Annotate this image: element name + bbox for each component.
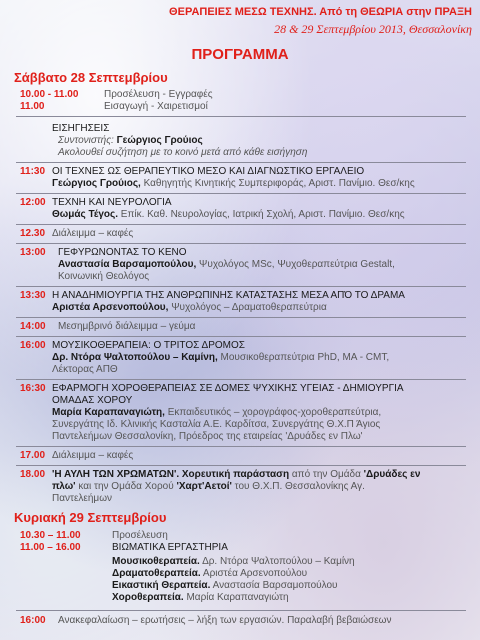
divider [16,116,466,117]
talk-role-1630-b: Παντελεήμων Θεσσαλονίκη, Πρόεδρος της εταιρείας 'Δρυάδες εν Πλω' [52,431,363,442]
divider [16,446,466,447]
time-1130: 11:30 [20,166,46,177]
talk-title-1130: ΟΙ ΤΕΧΝΕΣ ΩΣ ΘΕΡΑΠΕΥΤΙΚΟ ΜΕΣΟ ΚΑΙ ΔΙΑΓΝΩΣΤΙΚΟ ΕΡΓΑΛΕΙΟ [52,166,365,177]
day-sunday: Κυριακή 29 Σεπτεμβρίου [14,510,167,525]
workshops-title: ΒΙΩΜΑΤΙΚΑ ΕΡΓΑΣΤΗΡΙΑ [112,542,228,553]
item-intro: Εισαγωγή - Χαιρετισμοί [104,101,208,112]
performance-line-3: Παντελεήμων [52,493,112,504]
break-1700: Διάλειμμα – καφές [52,450,134,461]
coordinator-line: Συντονιστής: Γεώργιος Γρούιος [58,135,203,146]
divider [16,379,466,380]
workshop-music: Μουσικοθεραπεία. Δρ. Ντόρα Ψαλτοπούλου – Καμίνη [112,556,355,567]
talk-title-1330: Η ΑΝΑΔΗΜΙΟΥΡΓΙΑ ΤΗΣ ΑΝΘΡΩΠΙΝΗΣ ΚΑΤΑΣΤΑΣΗΣ ΜΕΣΑ ΑΠΌ ΤΟ ΔΡΑΜΑ [52,290,405,301]
talk-speaker-1200: Θωμάς Τέγος. Επίκ. Καθ. Νευρολογίας, Ιατρική Σχολή, Αριστ. Πανίμιο. Θεσ/κης [52,209,405,220]
talk-title-1630-cont: ΟΜΑΔΑΣ ΧΟΡΟΥ [52,395,133,406]
workshop-drama: Δραματοθεραπεία. Αριστέα Αρσενοπούλου [112,568,308,579]
divider [16,336,466,337]
talk-title-1600: ΜΟΥΣΙΚΟΘΕΡΑΠΕΙΑ: Ο ΤΡΙΤΟΣ ΔΡΟΜΟΣ [52,340,245,351]
divider [16,224,466,225]
performance-line-1: 'Η ΑΥΛΗ ΤΩΝ ΧΡΩΜΑΤΩΝ'. Χορευτική παράσταση από την Ομάδα 'Δρυάδες εν [52,469,421,480]
talk-role-1600: Λέκτορας ΑΠΘ [52,364,118,375]
divider [16,465,466,466]
talk-speaker-1600: Δρ. Ντόρα Ψαλτοπούλου – Καμίνη, Μουσικοθεραπεύτρια PhD, MA - CMT, [52,352,390,363]
divider [16,162,466,163]
divider [16,193,466,194]
talks-title: ΕΙΣΗΓΗΣΕΙΣ [52,123,110,134]
talk-role-1630-a: Συνεργάτης Ιδ. Κλινικής Κασταλία Α.Ε. Καρδίτσα, Συνεργάτης Θ.Χ.Π Άγιος [52,419,381,430]
time-sun-1100: 11.00 – 16.00 [20,542,81,553]
time-1400: 14:00 [20,321,46,332]
time-1330: 13:30 [20,290,46,301]
talk-speaker-1300: Αναστασία Βαρσαμοπούλου, Ψυχολόγος MSc, Ψυχοθεραπεύτρια Gestalt, [58,259,395,270]
time-sun-1030: 10.30 – 11.00 [20,530,81,541]
break-1230: Διάλειμμα – καφές [52,228,134,239]
talk-title-1200: ΤΕΧΝΗ ΚΑΙ ΝΕΥΡΟΛΟΓΙΑ [52,197,172,208]
item-sun-arrival: Προσέλευση [112,530,168,541]
lunch-1400: Μεσημβρινό διάλειμμα – γεύμα [58,321,196,332]
talks-block [52,123,472,159]
time-1200: 12:00 [20,197,46,208]
workshop-art: Εικαστική Θεραπεία. Αναστασία Βαρσαμοπούλου [112,580,338,591]
time-1600: 16:00 [20,340,46,351]
divider [16,243,466,244]
workshop-dance: Χοροθεραπεία. Μαρία Καραπαναγιώτη [112,592,289,603]
talk-title-1630: ΕΦΑΡΜΟΓΗ ΧΟΡΟΘΕΡΑΠΕΙΑΣ ΣΕ ΔΟΜΕΣ ΨΥΧΙΚΗΣ ΥΓΕΙΑΣ - ΔΗΜΙΟΥΡΓΙΑ [52,383,404,394]
time-1300: 13:00 [20,247,46,258]
talk-speaker-1630: Μαρία Καραπαναγιώτη, Εκπαιδευτικός – χορογράφος-χοροθεραπεύτρια, [52,407,382,418]
day-saturday: Σάββατο 28 Σεπτεμβρίου [14,70,168,85]
performance-line-2: πλω' και την Ομάδα Χορού 'Χαρτ'Αετοί' του Θ.Χ.Π. Θεσσαλονίκης Αγ. [52,481,365,492]
time-1700: 17.00 [20,450,46,461]
talk-speaker-1330: Αριστέα Αρσενοπούλου, Ψυχολόγος – Δραματοθεραπεύτρια [52,302,327,313]
divider [16,610,466,611]
time-1230: 12.30 [20,228,46,239]
event-title: ΘΕΡΑΠΕΙΕΣ ΜΕΣΩ ΤΕΧΝΗΣ. Από τη ΘΕΩΡΙΑ στην ΠΡΑΞΗ [169,6,472,18]
time-1000: 10.00 - 11.00 [20,89,79,100]
event-date: 28 & 29 Σεπτεμβρίου 2013, Θεσσαλονίκη [274,22,472,36]
talk-speaker-1130: Γεώργιος Γρούιος, Καθηγητής Κινητικής Συμπεριφοράς, Αριστ. Πανίμιο. Θεσ/κης [52,178,415,189]
item-registration: Προσέλευση - Εγγραφές [104,89,213,100]
discussion-note: Ακολουθεί συζήτηση με το κοινό μετά από κάθε εισήγηση [58,147,308,158]
closing-note: Ανακεφαλαίωση – ερωτήσεις – λήξη των εργασιών. Παραλαβή βεβαιώσεων [58,615,392,626]
time-1800: 18.00 [20,469,46,480]
time-sun-1600: 16:00 [20,615,46,626]
talk-role-1300: Κοινωνική Θεολόγος [58,271,150,282]
time-1630: 16:30 [20,383,46,394]
time-1100: 11.00 [20,101,45,112]
talk-title-1300: ΓΕΦΥΡΩΝΟΝΤΑΣ ΤΟ ΚΕΝΟ [58,247,187,258]
program-heading: ΠΡΟΓΡΑΜΜΑ [191,46,289,63]
divider [16,317,466,318]
divider [16,286,466,287]
